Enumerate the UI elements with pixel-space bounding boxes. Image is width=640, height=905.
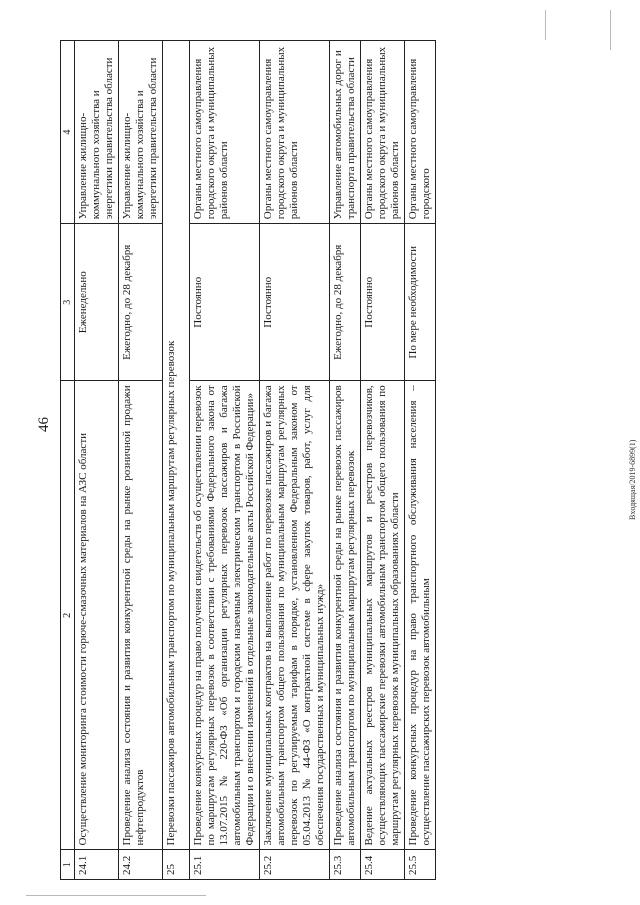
row-description: Проведение конкурсных процедур на право получения свидетельств об осуществлении перевозок по маршрутам регулярных перевозок в соответствии с требованиями Федерального закона от 13.07.2015 № 220-ФЗ «Об организации регулярных перевозок пассажиров и багажа автомобильным транспортом и городским наземным электрическим транспортом в Российской Федерации и о внесении изменений в отдельные законодательные акты Российской Федерации» (190, 381, 260, 850)
row-number: 24.1 (75, 850, 119, 880)
row-number: 25.3 (330, 850, 361, 880)
scan-edge-line (610, 10, 611, 50)
row-description: Заключение муниципальных контрактов на выполнение работ по перевозке пассажиров и багажа автомобильным транспортом общего пользования по муниципальным маршрутам регулярных перевозок по регулируемым тарифам в порядке, установленном Федеральным законом от 05.04.2013 № 44-ФЗ «О контрактной системе в сфере закупок товаров, работ, услуг для обеспечения государственных и муниципальных нужд» (260, 381, 330, 850)
row-term: По мере необходимости (405, 224, 436, 381)
scan-edge-line (26, 895, 206, 896)
table-row (75, 41, 119, 880)
table-section-row (163, 41, 190, 880)
table-row (119, 41, 163, 880)
row-description: Осуществление мониторинга стоимости горюче-смазочных материалов на АЗС области (75, 381, 119, 850)
row-number: 25.5 (405, 850, 436, 880)
table-row (361, 41, 405, 880)
row-term: Еженедельно (75, 224, 119, 381)
row-description: Проведение конкурсных процедур на право транспортного обслуживания населения – осуществление пассажирских перевозок автомобильным (405, 381, 436, 850)
row-number: 25.4 (361, 850, 405, 880)
row-responsible: Органы местного самоуправления городского (405, 41, 436, 224)
column-header-3: 3 (61, 224, 75, 381)
row-responsible: Управление жилищно-коммунального хозяйства и энергетики правительства области (119, 41, 163, 224)
column-header-2: 2 (61, 381, 75, 850)
row-term: Ежегодно, до 28 декабря (330, 224, 361, 381)
row-number: 25.2 (260, 850, 330, 880)
column-header-4: 4 (61, 41, 75, 224)
page-number: 46 (36, 417, 52, 432)
column-header-1: 1 (61, 850, 75, 880)
table-row (190, 41, 260, 880)
row-number: 25 (163, 850, 190, 880)
row-responsible: Управление жилищно-коммунального хозяйства и энергетики правительства области (75, 41, 119, 224)
rotated-page-content (60, 40, 555, 880)
row-term: Постоянно (361, 224, 405, 381)
section-title: Перевозки пассажиров автомобильным транспортом по муниципальным маршрутам регулярных перевозок (163, 41, 190, 850)
row-description: Проведение анализа состояния и развития конкурентной среды на рынке розничной продажи нефтепродуктов (119, 381, 163, 850)
row-number: 24.2 (119, 850, 163, 880)
row-responsible: Органы местного самоуправления городского округа и муниципальных районов области (190, 41, 260, 224)
table-row (405, 41, 436, 880)
row-term: Ежегодно, до 28 декабря (119, 224, 163, 381)
row-responsible: Органы местного самоуправления городского округа и муниципальных районов области (361, 41, 405, 224)
measures-table (60, 40, 436, 880)
table-row (260, 41, 330, 880)
row-number: 25.1 (190, 850, 260, 880)
scan-edge-line (545, 10, 546, 40)
row-description: Проведение анализа состояния и развития конкурентной среды на рынке перевозок пассажиров автомобильным транспортом по муниципальным маршрутам регулярных перевозок (330, 381, 361, 850)
document-registration-mark: Вxодящая/2019-6899(1) (628, 439, 637, 520)
table-row (330, 41, 361, 880)
table-header-row (61, 41, 75, 880)
row-responsible: Органы местного самоуправления городского округа и муниципальных районов области (260, 41, 330, 224)
row-description: Ведение актуальных реестров муниципальных маршрутов и реестров перевозчиков, осуществляющих пассажирские перевозки автомобильным транспортом общего пользования по маршрутам регулярных перевозок в муниципальных образованиях области (361, 381, 405, 850)
row-term: Постоянно (190, 224, 260, 381)
row-term: Постоянно (260, 224, 330, 381)
row-responsible: Управление автомобильных дорог и транспорта правительства области (330, 41, 361, 224)
